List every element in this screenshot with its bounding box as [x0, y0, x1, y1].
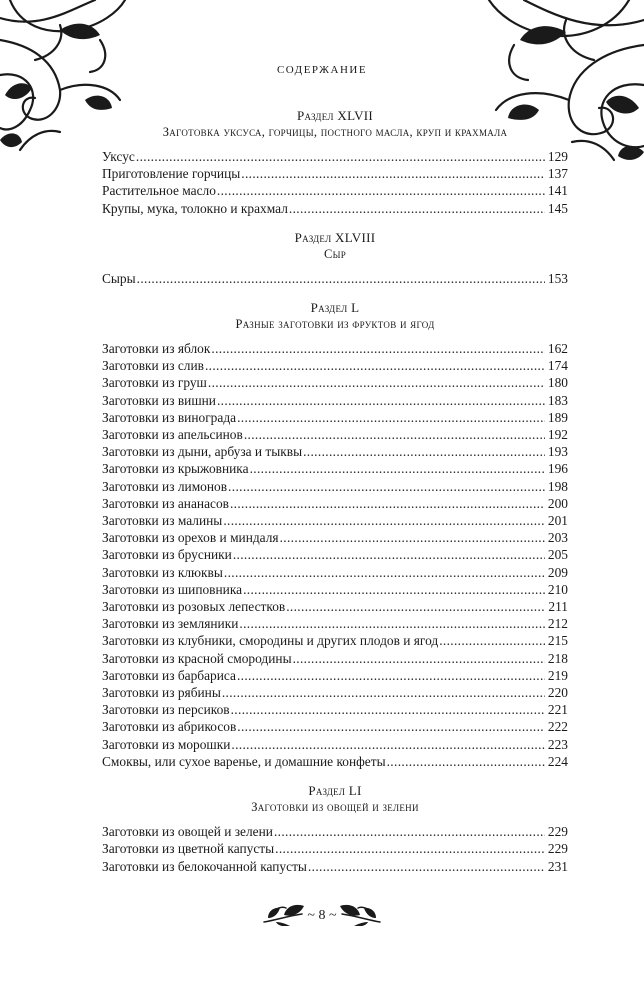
entry-page-number: 198 — [547, 478, 568, 494]
dot-leader — [237, 718, 545, 735]
page-number: ~ 8 ~ — [307, 908, 337, 923]
entry-page-number: 192 — [547, 427, 568, 443]
toc-entry — [102, 443, 568, 460]
entry-title: Заготовки из клюквы — [102, 564, 223, 580]
dot-leader — [286, 598, 545, 615]
entry-title: Заготовки из шиповника — [102, 581, 243, 597]
entry-page-number: 229 — [547, 824, 568, 840]
entry-page-number: 223 — [547, 736, 568, 752]
entry-title: Заготовки из брусники — [102, 547, 232, 563]
page-title: СОДЕРЖАНИЕ — [276, 64, 368, 76]
dot-leader — [211, 340, 545, 357]
dot-leader — [250, 460, 545, 477]
entry-page-number: 201 — [547, 513, 568, 529]
entry-title: Крупы, мука, толокно и крахмал — [102, 200, 288, 216]
entry-title: Уксус — [102, 149, 135, 164]
page-footer — [0, 902, 644, 932]
entry-page-number: 180 — [547, 375, 568, 391]
toc-entry — [102, 392, 568, 409]
toc-entry — [102, 753, 568, 770]
entry-title: Заготовки из клубники, смородины и других плодов и ягод — [102, 633, 439, 649]
dot-leader — [205, 357, 545, 374]
dot-leader — [275, 840, 545, 857]
table-of-contents — [102, 108, 568, 888]
toc-entry — [102, 823, 568, 840]
entry-page-number: 215 — [547, 633, 568, 649]
entry-page-number: 224 — [547, 753, 568, 769]
entry-title: Заготовки из красной смородины — [102, 650, 292, 666]
toc-section — [102, 300, 568, 770]
toc-entry — [102, 736, 568, 753]
entry-title: Заготовки из цветной капусты — [102, 841, 275, 857]
dot-leader — [303, 443, 545, 460]
toc-entry — [102, 182, 568, 199]
section-label: Раздел LI — [308, 783, 362, 799]
dot-leader — [228, 478, 545, 495]
toc-entry — [102, 495, 568, 512]
entry-page-number: 137 — [547, 166, 568, 182]
entry-title: Заготовки из земляники — [102, 616, 239, 632]
toc-entry — [102, 701, 568, 718]
entry-page-number: 211 — [548, 599, 568, 615]
entry-title: Заготовки из орехов и миндаля — [102, 530, 279, 546]
toc-entry — [102, 840, 568, 857]
dot-leader — [222, 684, 545, 701]
section-title: Сыр — [323, 246, 347, 261]
dot-leader — [233, 546, 545, 563]
entry-title: Заготовки из ананасов — [102, 495, 229, 511]
entry-page-number: 231 — [547, 858, 568, 874]
entry-title: Заготовки из барбариса — [102, 667, 236, 683]
toc-entry — [102, 529, 568, 546]
dot-leader — [224, 564, 545, 581]
entry-title: Смоквы, или сухое варенье, и домашние конфеты — [102, 753, 386, 769]
section-title: Разные заготовки из фруктов и ягод — [235, 317, 435, 332]
entry-title: Заготовки из персиков — [102, 702, 230, 718]
dot-leader — [241, 165, 545, 182]
entry-title: Заготовки из малины — [102, 513, 223, 529]
toc-entry — [102, 564, 568, 581]
entry-page-number: 193 — [547, 444, 568, 460]
dot-leader — [231, 736, 545, 753]
entry-page-number: 229 — [547, 841, 568, 857]
entry-title: Заготовки из лимонов — [102, 478, 228, 494]
toc-entry — [102, 650, 568, 667]
entry-page-number: 129 — [547, 149, 568, 164]
entry-title: Заготовки из винограда — [102, 409, 237, 425]
toc-entry — [102, 858, 568, 875]
toc-entry — [102, 340, 568, 357]
entry-title: Заготовки из апельсинов — [102, 427, 243, 443]
entry-page-number: 203 — [547, 530, 568, 546]
section-label: Раздел XLVIII — [294, 229, 376, 245]
dot-leader — [230, 495, 545, 512]
dot-leader — [274, 823, 545, 840]
toc-entry — [102, 512, 568, 529]
entry-page-number: 209 — [547, 564, 568, 580]
entry-page-number: 205 — [547, 547, 568, 563]
toc-entry — [102, 200, 568, 217]
section-label: Раздел XLVII — [296, 108, 374, 123]
entry-title: Заготовки из белокочанной капусты — [102, 858, 307, 874]
leaf-ornament-right-icon — [338, 902, 382, 926]
entry-title: Заготовки из груш — [102, 375, 207, 391]
dot-leader — [208, 374, 545, 391]
toc-entry — [102, 546, 568, 563]
toc-entry — [102, 581, 568, 598]
dot-leader — [293, 650, 545, 667]
toc-entry — [102, 478, 568, 495]
dot-leader — [231, 701, 545, 718]
section-title: Заготовка уксуса, горчицы, постного масла, круп и крахмала — [162, 125, 508, 139]
dot-leader — [237, 409, 545, 426]
dot-leader — [239, 615, 545, 632]
section-label: Раздел L — [310, 300, 360, 316]
dot-leader — [217, 392, 545, 409]
section-title: Заготовки из овощей и зелени — [251, 800, 419, 815]
toc-section — [102, 108, 568, 217]
entry-page-number: 219 — [547, 667, 568, 683]
toc-section — [102, 230, 568, 287]
dot-leader — [137, 270, 545, 287]
toc-entry — [102, 615, 568, 632]
entry-page-number: 189 — [547, 409, 568, 425]
dot-leader — [223, 512, 545, 529]
entry-title: Заготовки из яблок — [102, 341, 211, 357]
entry-page-number: 162 — [547, 341, 568, 357]
entry-page-number: 153 — [547, 270, 568, 286]
dot-leader — [237, 667, 545, 684]
dot-leader — [243, 581, 545, 598]
toc-entry — [102, 374, 568, 391]
entry-page-number: 210 — [547, 581, 568, 597]
toc-entry — [102, 667, 568, 684]
entry-title: Заготовки из рябины — [102, 685, 221, 701]
toc-entry — [102, 598, 568, 615]
entry-title: Заготовки из абрикосов — [102, 719, 237, 735]
entry-title: Заготовки из вишни — [102, 392, 216, 408]
dot-leader — [289, 200, 545, 217]
entry-page-number: 212 — [547, 616, 568, 632]
dot-leader — [280, 529, 545, 546]
entry-page-number: 174 — [547, 358, 568, 374]
entry-page-number: 141 — [547, 183, 568, 199]
entry-page-number: 222 — [547, 719, 568, 735]
toc-entry — [102, 409, 568, 426]
dot-leader — [136, 148, 545, 165]
toc-entry — [102, 357, 568, 374]
dot-leader — [439, 632, 545, 649]
entry-page-number: 220 — [547, 685, 568, 701]
toc-section — [102, 783, 568, 875]
dot-leader — [244, 426, 545, 443]
toc-entry — [102, 426, 568, 443]
toc-entry — [102, 632, 568, 649]
entry-page-number: 221 — [547, 702, 568, 718]
entry-page-number: 183 — [547, 392, 568, 408]
toc-entry — [102, 270, 568, 287]
dot-leader — [308, 858, 545, 875]
entry-title: Заготовки из крыжовника — [102, 461, 249, 477]
entry-page-number: 200 — [547, 495, 568, 511]
entry-title: Заготовки из розовых лепестков — [102, 599, 286, 615]
toc-entry — [102, 148, 568, 165]
toc-entry — [102, 718, 568, 735]
dot-leader — [217, 182, 545, 199]
entry-title: Заготовки из дыни, арбуза и тыквы — [102, 444, 303, 460]
toc-entry — [102, 460, 568, 477]
entry-page-number: 145 — [547, 200, 568, 216]
dot-leader — [387, 753, 545, 770]
entry-title: Приготовление горчицы — [102, 166, 241, 182]
entry-title: Заготовки из морошки — [102, 736, 231, 752]
entry-title: Заготовки из слив — [102, 358, 204, 374]
entry-title: Растительное масло — [102, 183, 216, 199]
toc-entry — [102, 684, 568, 701]
entry-title: Сыры — [102, 270, 136, 286]
entry-title: Заготовки из овощей и зелени — [102, 824, 273, 840]
entry-page-number: 196 — [547, 461, 568, 477]
entry-page-number: 218 — [547, 650, 568, 666]
toc-entry — [102, 165, 568, 182]
